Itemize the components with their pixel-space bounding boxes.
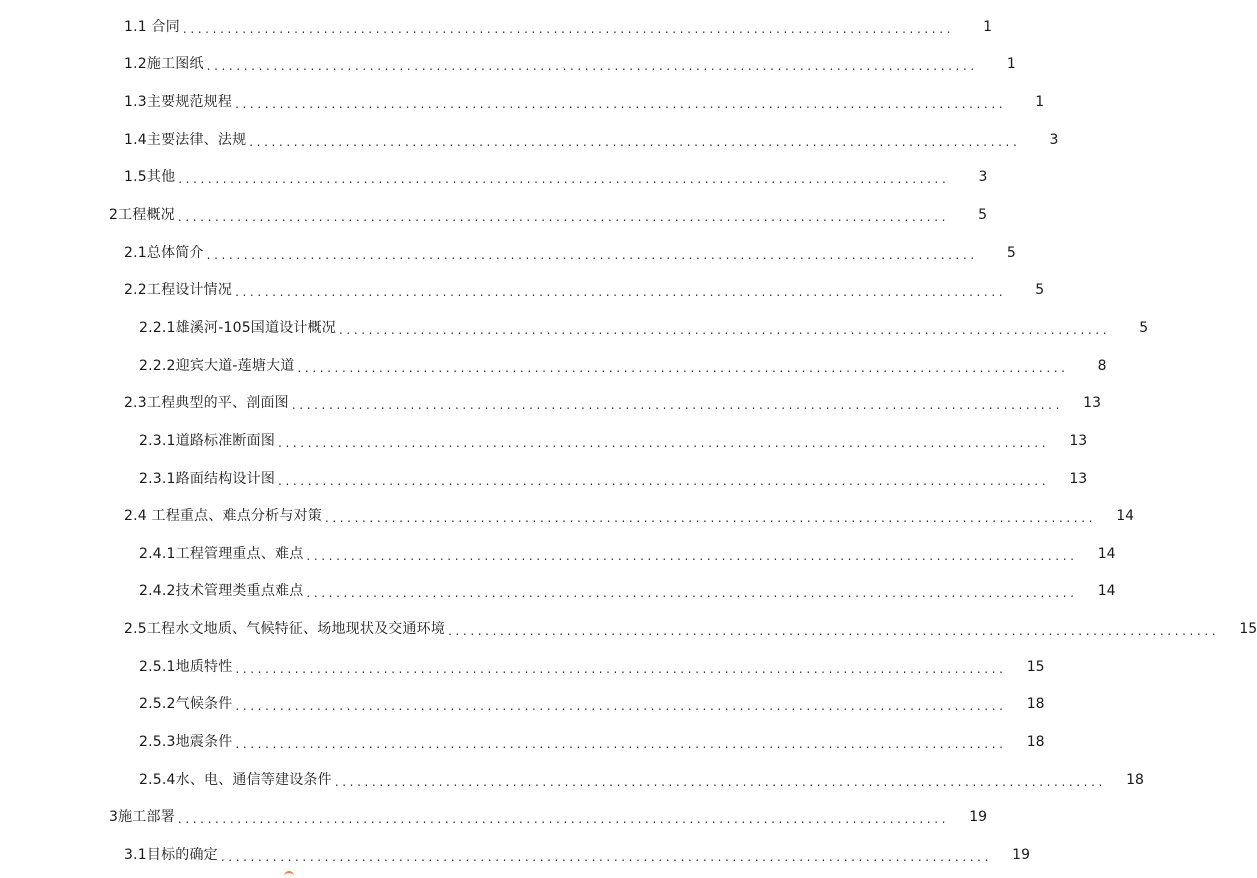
toc-page-number: 15 [1239,621,1257,638]
toc-entry-title: 2.2工程设计情况 [124,282,233,299]
toc-page-number: 14 [1116,508,1135,525]
toc-dot-leader: ........................................................................................................ [334,774,1106,789]
toc-entry[interactable] [0,347,1107,385]
toc-page-number: 1 [983,18,993,35]
toc-entry-title: 3施工部署 [109,809,175,826]
toc-dot-leader: ........................................................................................................ [235,736,1007,751]
toc-page-number: 13 [1083,395,1101,412]
toc-entry[interactable] [0,309,1149,347]
toc-dot-leader: ........................................................................................................ [324,511,1097,526]
toc-page-number: 1 [1035,94,1045,111]
toc-page-number: 18 [1026,696,1045,713]
toc-entry-title: 2.2.1雄溪河-105国道设计概况 [139,319,336,336]
toc-dot-leader: ........................................................................................................ [178,172,950,187]
toc-dot-leader: ........................................................................................................ [177,210,950,225]
toc-entry[interactable] [0,723,1045,761]
toc-entry[interactable] [0,196,988,234]
toc-entry-title: 1.1 合同 [124,18,180,35]
toc-entry[interactable] [0,271,1045,309]
toc-dot-leader: ........................................................................................................ [182,21,955,36]
toc-page-number: 14 [1097,583,1116,600]
toc-page-number: 5 [1006,244,1016,261]
toc-entry-title: 3.1目标的确定 [124,846,218,863]
toc-dot-leader: ........................................................................................................ [278,473,1050,488]
toc-entry-title: 2.5.4水、电、通信等建设条件 [139,771,332,788]
cursor-mark-icon [284,871,294,878]
toc-entry[interactable] [0,159,988,197]
toc-entry-title: 2.5.2气候条件 [139,696,233,713]
toc-entry[interactable] [0,83,1045,121]
toc-entry-title: 2.1总体简介 [124,244,204,261]
toc-page-number: 5 [1035,282,1045,299]
toc-page-number: 14 [1097,545,1116,562]
toc-entry-title: 2.5.1地质特性 [139,658,233,675]
toc-dot-leader: ........................................................................................................ [206,59,978,74]
toc-entry-title: 1.4主要法律、法规 [124,131,247,148]
toc-page-number: 5 [978,207,988,224]
toc-entry[interactable] [0,460,1088,498]
toc-entry-title: 1.5其他 [124,169,176,186]
toc-dot-leader: ........................................................................................................ [235,661,1007,676]
toc-page-number: 1 [1006,56,1016,73]
toc-dot-leader: ........................................................................................................ [177,812,950,827]
toc-entry-title: 2.5工程水文地质、气候特征、场地现状及交通环境 [124,621,446,638]
toc-dot-leader: ........................................................................................................ [448,624,1220,639]
toc-page-number: 3 [1049,131,1059,148]
toc-dot-leader: ........................................................................................................ [235,97,1007,112]
toc-page-number: 19 [969,809,988,826]
toc-entry-title: 2.3.1路面结构设计图 [139,470,276,487]
toc-dot-leader: ........................................................................................................ [206,247,978,262]
toc-dot-leader: ........................................................................................................ [235,699,1007,714]
toc-entry[interactable] [0,121,1059,159]
toc-page-number: 3 [978,169,988,186]
toc-entry[interactable] [0,8,993,46]
toc-dot-leader: ........................................................................................................ [339,322,1111,337]
toc-entry-title: 1.3主要规范规程 [124,94,233,111]
toc-entry-title: 2.4.2技术管理类重点难点 [139,583,304,600]
toc-entry-title: 1.2施工图纸 [124,56,204,73]
toc-entry-title: 2.3工程典型的平、剖面图 [124,395,289,412]
toc-entry[interactable] [0,610,1257,648]
toc-dot-leader: ........................................................................................................ [297,360,1069,375]
toc-page-number: 8 [1097,357,1107,374]
toc-dot-leader: ........................................................................................................ [278,435,1050,450]
toc-dot-leader: ........................................................................................................ [306,548,1078,563]
toc-entry[interactable] [0,234,1016,272]
toc-entry-title: 2.2.2迎宾大道-莲塘大道 [139,357,295,374]
toc-page-number: 13 [1069,470,1088,487]
toc-page-number: 18 [1126,771,1144,788]
toc-entry[interactable] [0,798,988,836]
toc-entry[interactable] [0,648,1045,686]
toc-entry[interactable] [0,384,1101,422]
toc-entry-title: 2.4.1工程管理重点、难点 [139,545,304,562]
toc-dot-leader: ........................................................................................................ [249,134,1021,149]
toc-entry[interactable] [0,573,1116,611]
toc-entry-title: 2.4 工程重点、难点分析与对策 [124,508,322,525]
toc-page-number: 15 [1026,658,1045,675]
toc-dot-leader: ........................................................................................................ [235,285,1007,300]
toc-entry[interactable] [0,422,1088,460]
toc-entry[interactable] [0,497,1135,535]
toc-dot-leader: ........................................................................................................ [291,398,1063,413]
toc-entry[interactable] [0,535,1116,573]
toc-entry[interactable] [0,686,1045,724]
toc-page-number: 19 [1012,846,1030,863]
toc-entry-title: 2.5.3地震条件 [139,733,233,750]
toc-page-number: 13 [1069,432,1088,449]
toc-entry-title: 2工程概况 [109,207,175,224]
toc-dot-leader: ........................................................................................................ [220,849,992,864]
table-of-contents [0,8,1257,874]
toc-entry-title: 2.3.1道路标准断面图 [139,432,276,449]
toc-page-number: 5 [1139,319,1149,336]
toc-entry[interactable] [0,836,1030,874]
toc-entry[interactable] [0,761,1144,799]
toc-dot-leader: ........................................................................................................ [306,586,1078,601]
toc-page-number: 18 [1026,733,1045,750]
toc-entry[interactable] [0,46,1016,84]
